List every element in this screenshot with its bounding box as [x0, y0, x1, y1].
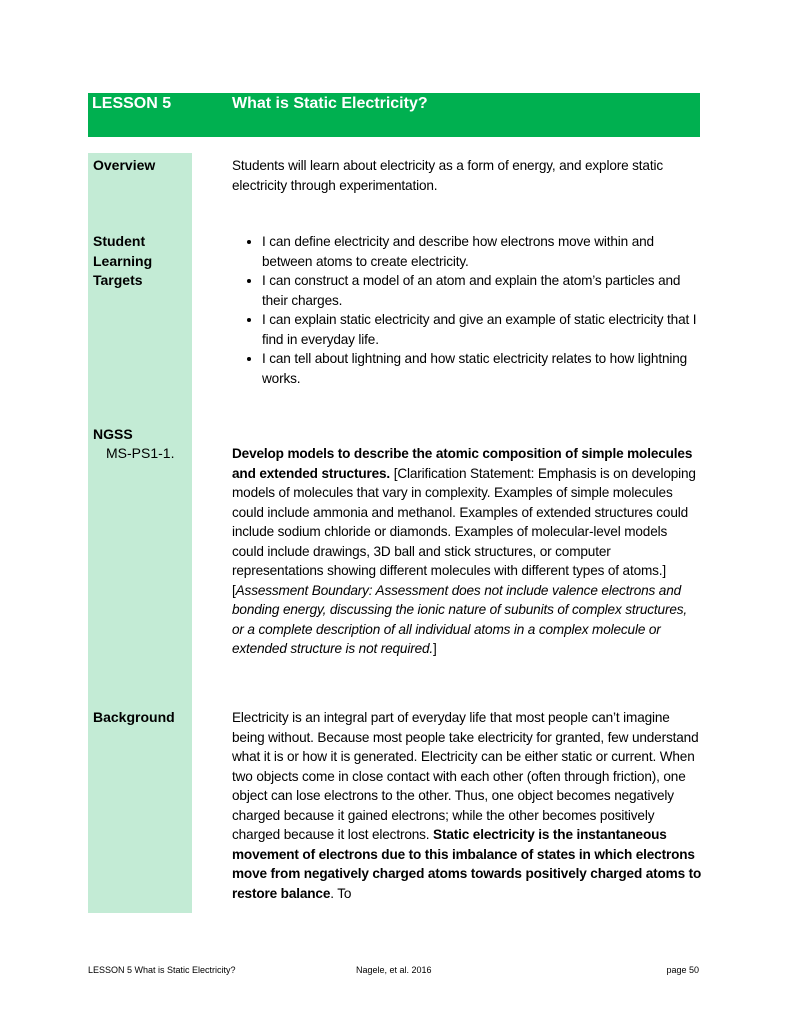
overview-text: Students will learn about electricity as a form of energy, and explore static electricity through experimentation.	[232, 158, 663, 193]
target-item: • I can tell about lightning and how static electricity relates to how lightning works.	[262, 349, 702, 388]
footer-page: page 50	[666, 965, 699, 975]
ngss-code: MS-PS1-1.	[106, 445, 175, 461]
ngss-text	[232, 444, 702, 659]
ngss-clarification: [Clarification Statement: Emphasis is on developing models of molecules that vary in complexity. Examples of simple molecules could include ammonia and methanol. Examples of extended structures could include sodium chloride or diamonds. Examples of molecular-level models could include drawings, 3D ball and stick structures, or computer representations showing different molecules with different types of atoms.] [	[232, 465, 696, 598]
background-tail: . To	[330, 885, 352, 901]
background-body: Electricity is an integral part of everyday life that most people can’t imagine being without. Because most people take electricity for granted, few understand what it is or how it is generated. Electricity can be either static or current. When two objects come in close contact with each other (often through friction), one object can lose electrons to the other. Thus, one object becomes negatively charged because it gained electrons; while the other becomes positively charged because it lost electrons.	[232, 710, 699, 842]
ngss-close: ]	[433, 641, 437, 656]
ngss-label: NGSS	[93, 426, 133, 442]
ngss-standard: Develop models to describe the atomic composition of simple molecules and extended structures.	[232, 446, 693, 481]
footer-left: LESSON 5 What is Static Electricity?	[88, 965, 236, 975]
lesson-header	[88, 93, 700, 137]
target-item: • I can construct a model of an atom and explain the atom’s particles and their charges.	[262, 271, 702, 310]
target-item: • I can explain static electricity and give an example of static electricity that I find in everyday life.	[262, 310, 702, 349]
overview-label: Overview	[93, 157, 156, 173]
footer-center: Nagele, et al. 2016	[356, 965, 432, 975]
background-label: Background	[93, 709, 175, 725]
lesson-title: What is Static Electricity?	[232, 95, 428, 112]
background-definition: Static electricity is the instantaneous movement of electrons due to this imbalance of states in which electrons move from negatively charged atoms towards positively charged atoms to restore balance	[232, 827, 702, 901]
background-text	[232, 708, 702, 903]
ngss-boundary: Assessment Boundary: Assessment does not include valence electrons and bonding energy, discussing the ionic nature of subunits of complex structures, or a complete description of all individual atoms in a complex molecule or extended structure is not required.	[232, 582, 688, 656]
target-item: • I can define electricity and describe how electrons move within and between atoms to create electricity.	[262, 232, 702, 271]
targets-list	[232, 232, 702, 388]
targets-label: Student Learning Targets	[93, 233, 153, 288]
lesson-number: LESSON 5	[92, 95, 172, 112]
